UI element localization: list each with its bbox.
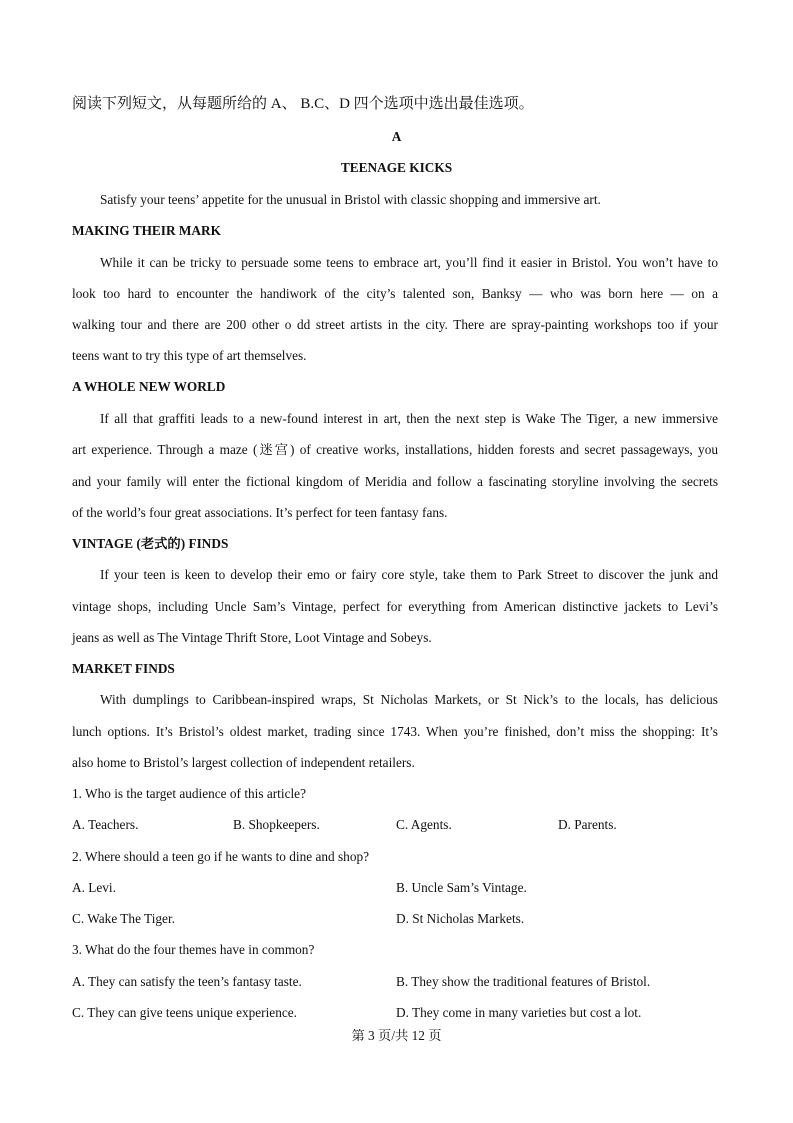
paragraph-line: If your teen is keen to develop their emo or fairy core style, take them to Park Street to discover the junk and: [100, 567, 718, 582]
paragraph-line: While it can be tricky to persuade some teens to embrace art, you’ll find it easier in Bristol. You won’t have to: [100, 255, 718, 270]
answer-option: B. Shopkeepers.: [233, 817, 320, 832]
intro-paragraph: Satisfy your teens’ appetite for the unusual in Bristol with classic shopping and immersive art.: [100, 192, 601, 207]
answer-option: D. They come in many varieties but cost a lot.: [396, 1005, 642, 1020]
paragraph-line: walking tour and there are 200 other o dd street artists in the city. There are spray-painting workshops too if your: [72, 317, 718, 332]
question-stem: 1. Who is the target audience of this article?: [72, 786, 306, 801]
paragraph-line: also home to Bristol’s largest collection of independent retailers.: [72, 755, 415, 770]
answer-option: D. St Nicholas Markets.: [396, 911, 525, 926]
paragraph-line: lunch options. It’s Bristol’s oldest market, trading since 1743. When you’re finished, don’t miss the shopping: It’s: [72, 724, 718, 739]
answer-option: A. Levi.: [72, 880, 116, 895]
section-heading: MARKET FINDS: [72, 661, 175, 676]
instruction: 阅读下列短文，从每题所给的 A、 B.C、D 四个选项中选出最佳选项。: [72, 96, 534, 112]
answer-option: C. Agents.: [396, 817, 452, 832]
paragraph-line: jeans as well as The Vintage Thrift Store, Loot Vintage and Sobeys.: [72, 630, 432, 645]
paragraph-line: and your family will enter the fictional kingdom of Meridia and follow a fascinating storyline involving the secrets: [72, 474, 718, 489]
paragraph-line: art experience. Through a maze (迷宫) of creative works, installations, hidden forests and secret passageways, you: [72, 442, 718, 457]
answer-option: A. Teachers.: [72, 817, 139, 832]
answer-option: C. Wake The Tiger.: [72, 911, 175, 926]
answer-option: D. Parents.: [558, 817, 617, 832]
section-heading: VINTAGE (老式的) FINDS: [72, 536, 229, 551]
section-heading: A WHOLE NEW WORLD: [72, 379, 226, 394]
answer-option: A. They can satisfy the teen’s fantasy taste.: [72, 974, 302, 989]
answer-option: B. They show the traditional features of Bristol.: [396, 974, 651, 989]
paragraph-line: If all that graffiti leads to a new-found interest in art, then the next step is Wake The Tiger, a new immersive: [100, 411, 718, 426]
paragraph-line: With dumplings to Caribbean-inspired wraps, St Nicholas Markets, or St Nick’s to the locals, has delicious: [100, 692, 718, 707]
article-title: TEENAGE KICKS: [340, 160, 453, 175]
paragraph-line: of the world’s four great associations. It’s perfect for teen fantasy fans.: [72, 505, 448, 520]
section-letter: A: [391, 129, 402, 144]
answer-option: B. Uncle Sam’s Vintage.: [396, 880, 527, 895]
section-heading: MAKING THEIR MARK: [72, 223, 221, 238]
paragraph-line: vintage shops, including Uncle Sam’s Vintage, perfect for everything from American distinctive jackets to Levi’s: [72, 599, 718, 614]
question-stem: 2. Where should a teen go if he wants to dine and shop?: [72, 849, 370, 864]
question-stem: 3. What do the four themes have in common?: [72, 942, 315, 957]
paragraph-line: teens want to try this type of art themselves.: [72, 348, 307, 363]
paragraph-line: look too hard to encounter the handiwork of the city’s talented son, Banksy — who was born here — on a: [72, 286, 718, 301]
answer-option: C. They can give teens unique experience.: [72, 1005, 297, 1020]
page-number-footer: 第 3 页/共 12 页: [351, 1028, 442, 1043]
